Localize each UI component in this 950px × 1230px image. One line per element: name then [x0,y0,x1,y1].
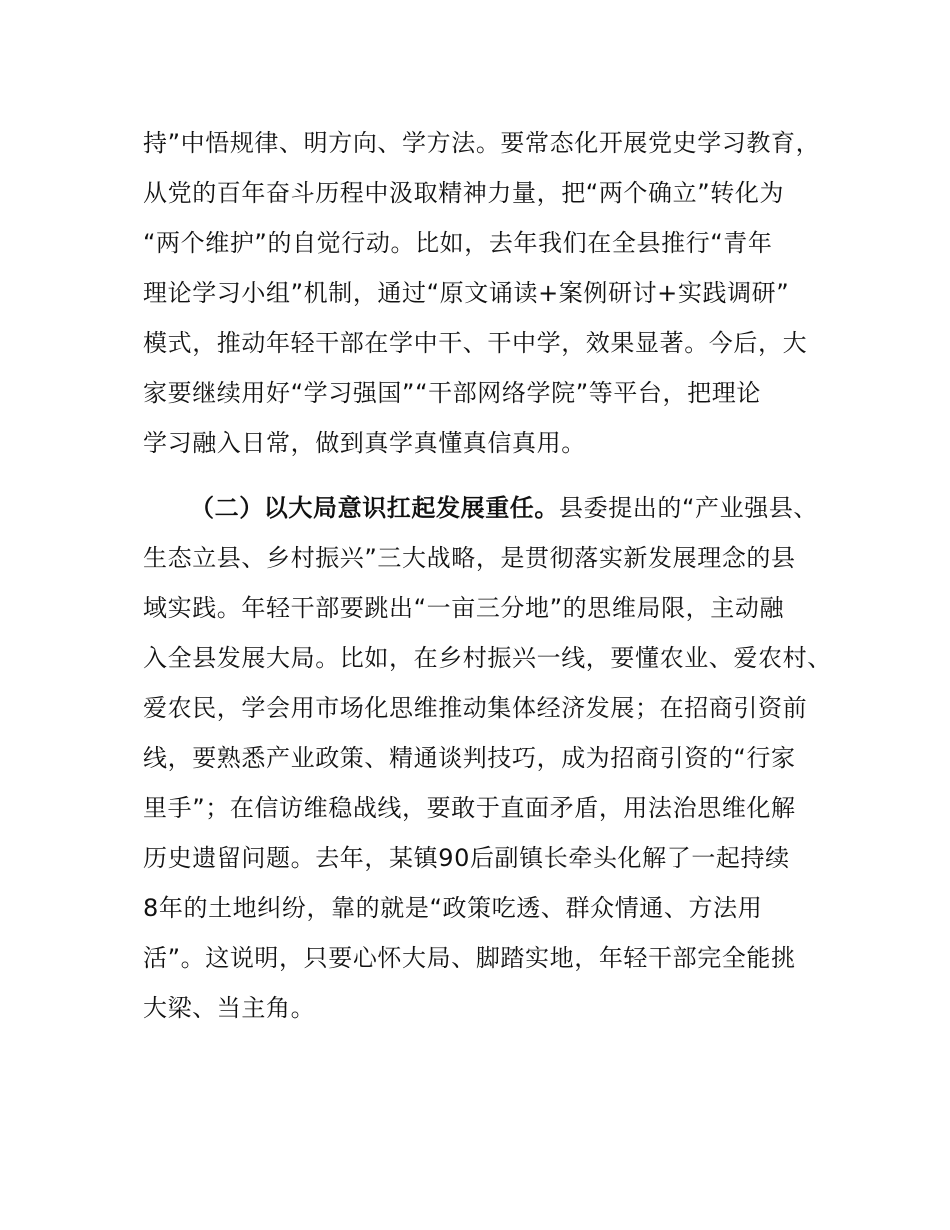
text-line: 域实践。年轻干部要跳出“一亩三分地”的思维局限，主动融 [143,594,785,622]
text-line: 大梁、当主角。 [143,994,316,1022]
text-line: 从党的百年奋斗历程中汲取精神力量，把“两个确立”转化为 [143,179,785,207]
text-line: 生态立县、乡村振兴”三大战略，是贯彻落实新发展理念的县 [143,544,796,572]
text-line: 家要继续用好“学习强国”“干部网络学院”等平台，把理论 [143,379,761,407]
text-line: 模式，推动年轻干部在学中干、干中学，效果显著。今后，大 [143,329,808,357]
text-line: 线，要熟悉产业政策、精通谈判技巧，成为招商引资的“行家 [143,744,796,772]
heading-rest-text: 县委提出的“产业强县、 [559,494,819,522]
text-line: 理论学习小组”机制，通过“原文诵读+案例研讨+实践调研” [143,279,790,307]
text-line: “两个维护”的自觉行动。比如，去年我们在全县推行“青年 [143,229,773,257]
text-line: 8年的土地纠纷，靠的就是“政策吃透、群众情通、方法用 [143,894,763,922]
text-line: 里手”；在信访维稳战线，要敢于直面矛盾，用法治思维化解 [143,794,796,822]
text-line: 爱农民，学会用市场化思维推动集体经济发展；在招商引资前 [143,694,808,722]
text-line: 持”中悟规律、明方向、学方法。要常态化开展党史学习教育， [143,129,821,157]
text-line: 活”。这说明，只要心怀大局、脚踏实地，年轻干部完全能挑 [143,944,796,972]
text-line: 学习融入日常，做到真学真懂真信真用。 [143,429,586,457]
text-line: 历史遗留问题。去年，某镇90后副镇长牵头化解了一起持续 [143,844,790,872]
text-line [190,493,818,523]
section-heading: （二）以大局意识扛起发展重任。 [190,494,559,522]
text-line: 入全县发展大局。比如，在乡村振兴一线，要懂农业、爱农村、 [143,644,832,672]
